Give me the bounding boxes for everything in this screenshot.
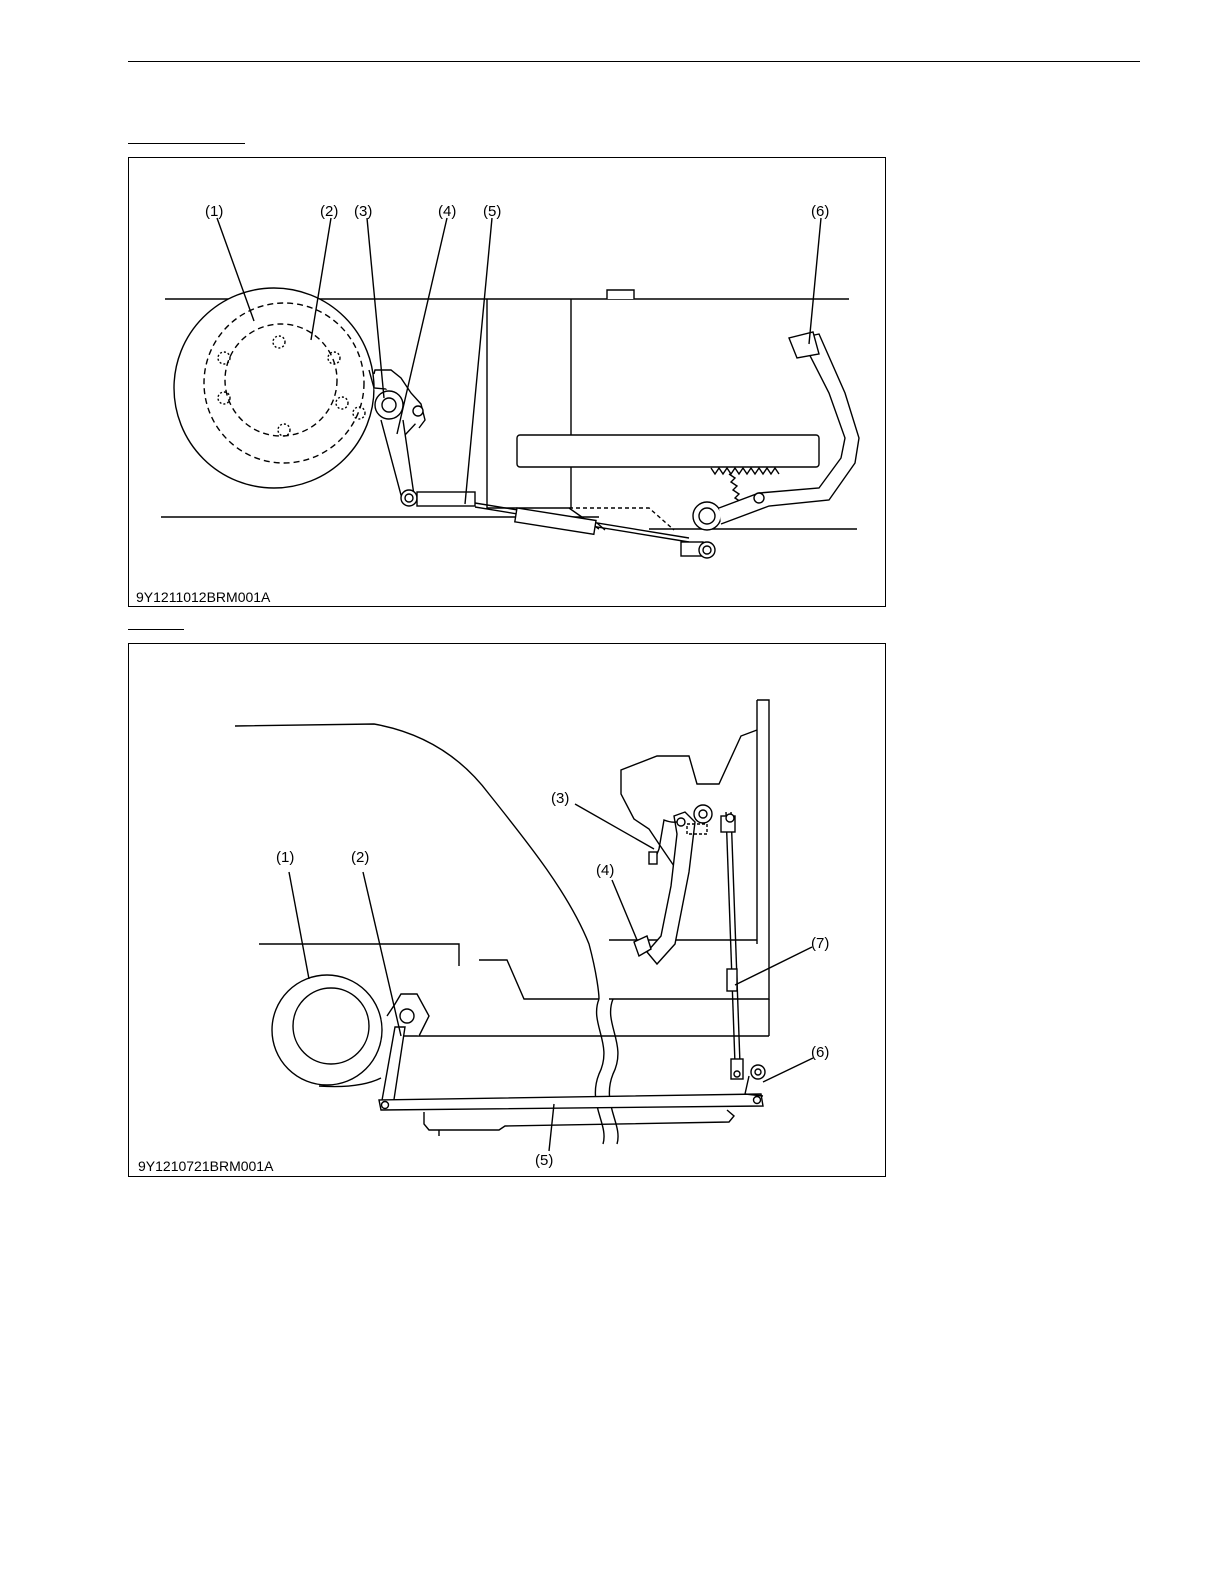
figure-1-callout-3: (3)	[354, 203, 373, 220]
figure-2-callout-3: (3)	[551, 790, 570, 807]
figure-2-callout-1: (1)	[276, 849, 295, 866]
figure-2-callout-4: (4)	[596, 862, 615, 879]
figure-1-callout-1: (1)	[205, 203, 224, 220]
figure-2-code: 9Y1210721BRM001A	[138, 1158, 274, 1174]
figure-1-drawing	[129, 158, 885, 606]
figure-2-drawing	[129, 644, 885, 1176]
figure-1-code: 9Y1211012BRM001A	[136, 589, 271, 605]
header-rule	[128, 61, 1140, 62]
figure-2-callout-2: (2)	[351, 849, 370, 866]
section-heading-rule-1	[128, 143, 245, 144]
figure-2-callout-6: (6)	[811, 1044, 830, 1061]
figure-2-callout-5: (5)	[535, 1152, 554, 1169]
figure-1-callout-4: (4)	[438, 203, 457, 220]
section-heading-rule-2	[128, 629, 184, 630]
figure-1	[128, 157, 886, 607]
figure-2	[128, 643, 886, 1177]
figure-1-callout-2: (2)	[320, 203, 339, 220]
figure-1-callout-6: (6)	[811, 203, 830, 220]
figure-2-callout-7: (7)	[811, 935, 830, 952]
figure-1-callout-5: (5)	[483, 203, 502, 220]
